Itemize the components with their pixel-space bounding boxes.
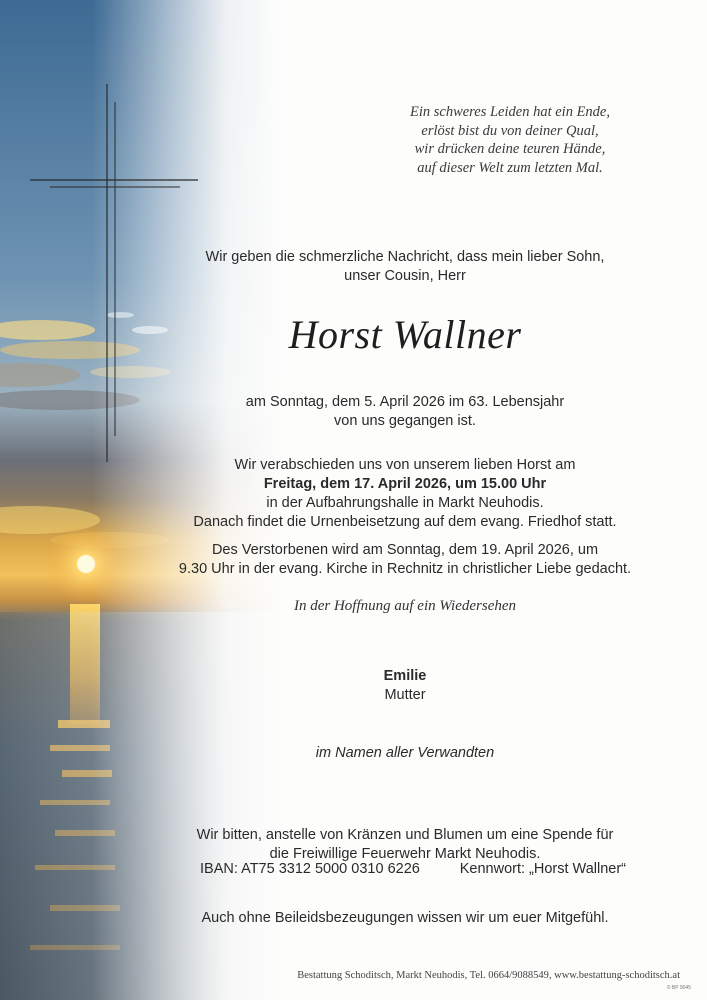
farewell-line: in der Aufbahrungshalle in Markt Neuhodis. [266, 495, 544, 511]
memorial-line: 9.30 Uhr in der evang. Kirche in Rechnitz in christlicher Liebe gedacht. [178, 561, 632, 577]
poem-line: auf dieser Welt zum letzten Mal. [417, 159, 603, 176]
payment-keyword: Kennwort: „Horst Wallner“ [459, 861, 626, 877]
donation-line: die Freiwillige Feuerwehr Markt Neuhodis. [269, 846, 541, 862]
announcement-line: Wir geben die schmerzliche Nachricht, dass mein lieber Sohn, [205, 249, 605, 265]
death-line: am Sonntag, dem 5. April 2026 im 63. Lebensjahr [245, 394, 565, 410]
farewell-line: Danach findet die Urnenbeisetzung auf dem evang. Friedhof statt. [193, 514, 617, 530]
donation-line: Wir bitten, anstelle von Kränzen und Blumen um eine Spende für [196, 827, 614, 843]
memorial-notice [140, 541, 670, 579]
bank-details [200, 860, 630, 879]
hope-line: In der Hoffnung auf ein Wiedersehen [293, 598, 517, 614]
mourner-name: Emilie [383, 668, 427, 684]
memorial-line: Des Verstorbenen wird am Sonntag, dem 19. April 2026, um [211, 542, 599, 558]
mourner-relation: Mutter [384, 687, 426, 703]
funeral-home-footer: Bestattung Schoditsch, Markt Neuhodis, Tel. 0664/9088549, www.bestattung-schoditsch.at [297, 970, 680, 981]
poem-line: wir drücken deine teuren Hände, [414, 141, 606, 157]
relatives-line: im Namen aller Verwandten [315, 745, 495, 761]
print-code: © BP 9045 [666, 985, 691, 991]
deceased-name: Horst Wallner [288, 312, 522, 357]
announcement-line: unser Cousin, Herr [344, 268, 466, 284]
poem-line: erlöst bist du von deiner Qual, [421, 122, 599, 139]
mourner [140, 667, 670, 705]
iban: IBAN: AT75 3312 5000 0310 6226 [200, 861, 420, 877]
farewell-notice [140, 456, 670, 532]
death-line: von uns gegangen ist. [334, 413, 476, 429]
announcement [140, 248, 670, 286]
donation-request [140, 826, 670, 864]
condolence-note: Auch ohne Beileidsbezeugungen wissen wir um euer Mitgefühl. [201, 910, 609, 926]
death-notice [140, 393, 670, 431]
farewell-line: Wir verabschieden uns von unserem lieben Horst am [234, 457, 576, 473]
poem [380, 103, 640, 177]
farewell-date: Freitag, dem 17. April 2026, um 15.00 Uhr [263, 476, 547, 492]
poem-line: Ein schweres Leiden hat ein Ende, [409, 104, 610, 120]
